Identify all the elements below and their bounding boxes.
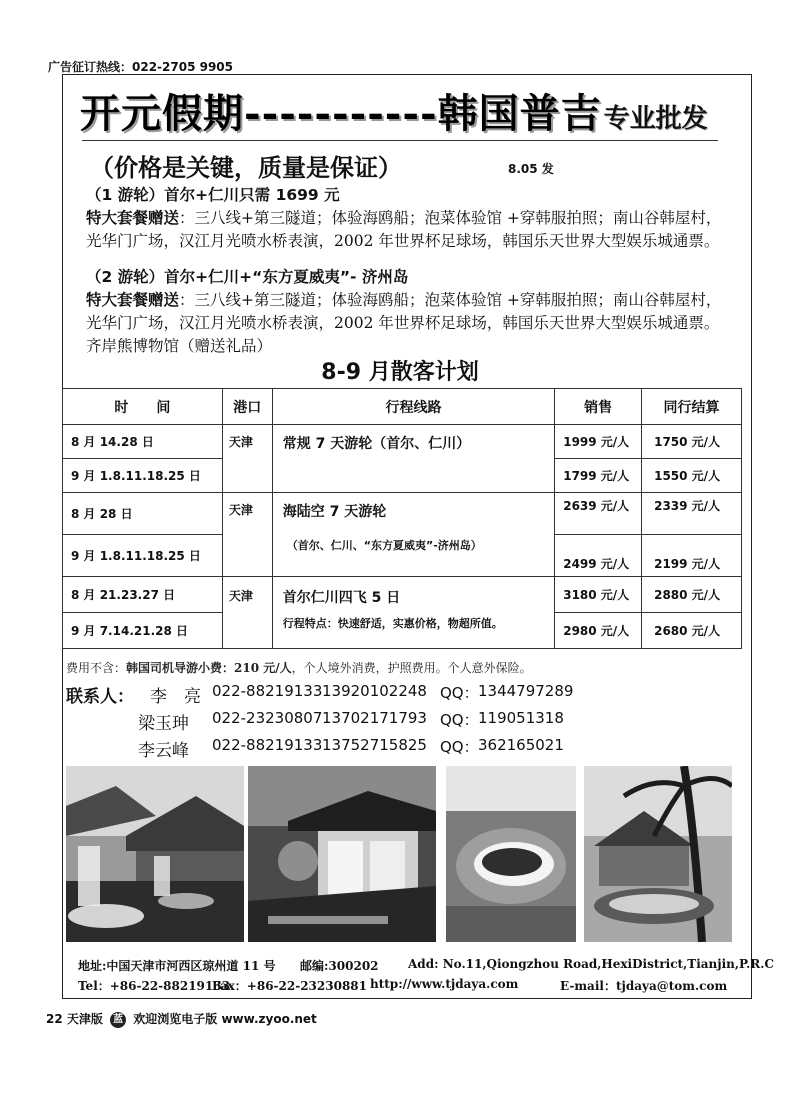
title-main: 开元假期-----------韩国普吉 [80, 90, 602, 137]
edition-badge: 蓝 [110, 1012, 126, 1028]
row1-date1: 8 月 14.28 日 [63, 425, 223, 459]
footer-contact-row [78, 977, 758, 995]
contact-qq-label: QQ： [440, 738, 479, 756]
footer-email[interactable]: E-mail：tjdaya@tom.com [560, 979, 728, 993]
table-row [63, 493, 742, 535]
contact-qq: 362165021 [478, 736, 564, 754]
row2-sale2: 2499 元/人 [555, 535, 642, 577]
row2-settle2: 2199 元/人 [642, 535, 742, 577]
table-row [63, 425, 742, 459]
address-en: Add: No.11,Qiongzhou Road,HexiDistrict,Tianjin,P.R.C [408, 957, 774, 971]
fee-note: 费用不含：韩国司机导游小费：210 元/人，个人境外消费，护照费用。个人意外保险。 [66, 661, 532, 675]
contact-tel: 022-88219133 [212, 682, 323, 700]
page-number: 22 天津版 [46, 1012, 103, 1026]
row3-sale1: 3180 元/人 [555, 577, 642, 613]
row3-sale2: 2980 元/人 [555, 613, 642, 649]
postcode: 邮编:300202 [300, 959, 379, 973]
contact-mobile: 13702171793 [322, 709, 427, 727]
col-header-time: 时 间 [63, 389, 223, 425]
contact-tel: 022-88219133 [212, 736, 323, 754]
title-sub: 专业批发 [603, 104, 708, 134]
address-cn: 地址:中国天津市河西区琼州道 11 号 [78, 959, 276, 973]
row3-date1: 8 月 21.23.27 日 [63, 577, 223, 613]
contact-name: 李 亮 [150, 687, 201, 707]
site-url[interactable]: www.zyoo.net [221, 1012, 317, 1026]
row2-date1: 8 月 28 日 [63, 493, 223, 535]
row1-sale1: 1999 元/人 [555, 425, 642, 459]
row2-settle1: 2339 元/人 [642, 493, 742, 535]
package-1-head: （1 游轮）首尔+仁川只需 1699 元 [86, 186, 340, 204]
row3-port: 天津 [222, 577, 272, 649]
col-header-port: 港口 [222, 389, 272, 425]
row3-settle2: 2680 元/人 [642, 613, 742, 649]
row1-settle2: 1550 元/人 [642, 459, 742, 493]
footer-web[interactable]: http://www.tjdaya.com [370, 977, 519, 991]
row3-date2: 9 月 7.14.21.28 日 [63, 613, 223, 649]
package-2 [86, 266, 726, 358]
col-header-sale: 销售 [555, 389, 642, 425]
col-header-route: 行程线路 [272, 389, 554, 425]
contact-qq: 119051318 [478, 709, 564, 727]
issue-date: 8.05 发 [508, 162, 554, 176]
title-divider [82, 140, 718, 141]
row1-route: 常规 7 天游轮（首尔、仁川） [272, 425, 554, 493]
package-2-head: （2 游轮）首尔+仁川+“东方夏威夷”- 济州岛 [86, 268, 409, 286]
footer-fax: Fax：+86-22-23230881 [212, 979, 368, 993]
contact-qq-label: QQ： [440, 684, 479, 702]
footer-tel: Tel：+86-22-88219133 [78, 979, 230, 993]
contact-name: 李云峰 [138, 741, 189, 761]
photo-villa-night [248, 766, 436, 942]
ad-hotline: 广告征订热线：022-2705 9905 [48, 60, 234, 74]
page-bar [46, 1010, 317, 1028]
contact-qq-label: QQ： [440, 711, 479, 729]
col-header-settle: 同行结算 [642, 389, 742, 425]
contact-name: 梁玉珅 [138, 714, 189, 734]
row2-sale1: 2639 元/人 [555, 493, 642, 535]
row3-settle1: 2880 元/人 [642, 577, 742, 613]
package-1-gift: 特大套餐赠送：三八线+第三隧道；体验海鸥船；泡菜体验馆 +穿韩服拍照；南山谷韩屋村，光华门广场，汉江月光喷水桥表演，2002 年世界杯足球场，韩国乐天世界大型娱乐城通票。 [86, 209, 722, 250]
row2-route: 海陆空 7 天游轮 （首尔、仁川、“东方夏威夷”-济州岛） [272, 493, 554, 577]
row2-port: 天津 [222, 493, 272, 577]
row2-date2: 9 月 1.8.11.18.25 日 [63, 535, 223, 577]
row1-settle1: 1750 元/人 [642, 425, 742, 459]
package-2-gift: 特大套餐赠送：三八线+第三隧道；体验海鸥船；泡菜体验馆 +穿韩服拍照；南山谷韩屋村，光华门广场，汉江月光喷水桥表演，2002 年世界杯足球场，韩国乐天世界大型娱乐城通票。齐岸熊博物馆（赠送礼品） [86, 291, 722, 355]
welcome-text: 欢迎浏览电子版 [133, 1012, 218, 1026]
contacts-label: 联系人： [66, 687, 134, 707]
photo-resort-pool [66, 766, 244, 942]
photo-island-aerial [446, 766, 576, 942]
schedule-table [62, 388, 742, 649]
table-row [63, 577, 742, 613]
contact-tel: 022-23230807 [212, 709, 323, 727]
contact-mobile: 13752715825 [322, 736, 427, 754]
table-header-row [63, 389, 742, 425]
row1-sale2: 1799 元/人 [555, 459, 642, 493]
footer-address-row [78, 957, 774, 975]
row1-port: 天津 [222, 425, 272, 493]
ad-title [80, 82, 708, 139]
package-1 [86, 184, 726, 253]
row1-date2: 9 月 1.8.11.18.25 日 [63, 459, 223, 493]
row3-route: 首尔仁川四飞 5 日 行程特点：快速舒适，实惠价格，物超所值。 [272, 577, 554, 649]
photo-strip [66, 766, 732, 942]
contact-qq: 1344797289 [478, 682, 574, 700]
plan-title: 8-9 月散客计划 [321, 360, 479, 385]
contact-mobile: 13920102248 [322, 682, 427, 700]
slogan: （价格是关键，质量是保证） [90, 153, 402, 182]
photo-palm-pool [584, 766, 732, 942]
